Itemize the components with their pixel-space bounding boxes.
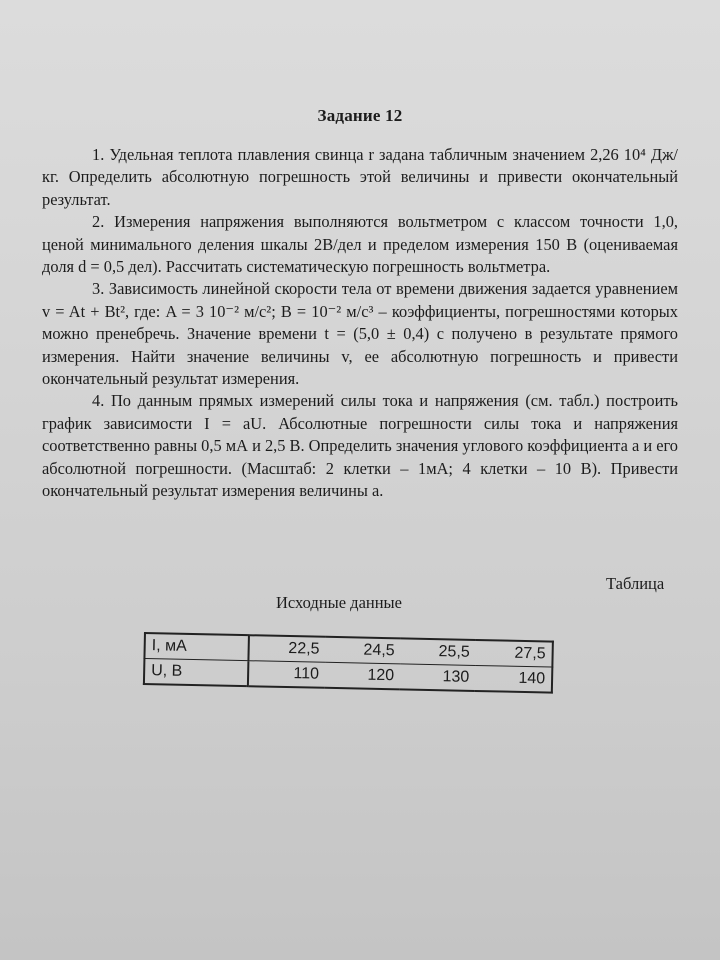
table-cell: 22,5 <box>248 635 325 662</box>
problem-1: 1. Удельная теплота плавления свинца r задана табличным значением 2,26 10⁴ Дж/кг. Определить абсолютную погрешность этой величины и привести окончательный результат. <box>42 145 678 209</box>
source-data-table <box>143 632 554 694</box>
row-header-voltage: U, В <box>144 659 249 687</box>
table-cell: 110 <box>293 665 320 683</box>
table-cell: 27,5 <box>475 640 552 667</box>
table-cell: 130 <box>442 668 470 686</box>
problem-4: 4. По данным прямых измерений силы тока и напряжения (см. табл.) построить график зависимости I = aU. Абсолютные погрешности силы тока и напряжения соответственно равны 0,5 мА и 2,5 В. Определить значения углового коэффициента а и его абсолютной погрешности. (Масштаб: 2 клетки – 1мА; 4 клетки – 10 В). Привести окончательный результат измерения величины а. <box>42 391 678 501</box>
table-cell: 140 <box>518 669 546 688</box>
row-header-current: I, мА <box>144 633 249 661</box>
task-content <box>42 106 678 503</box>
table-cell: 120 <box>367 666 395 685</box>
problem-3: 3. Зависимость линейной скорости тела от времени движения задается уравнением v = At + Bt², где: A = 3 10⁻² м/с²; B = 10⁻² м/с³ – коэффициенты, погрешностями которых можно пренебречь. Значение времени t = (5,0 ± 0,4) с получено в результате прямого измерения. Найти значение величины v, ее абсолютную погрешность и привести окончательный результат измерения. <box>42 279 678 389</box>
task-title: Задание 12 <box>317 106 403 125</box>
table-cell: 25,5 <box>400 638 476 665</box>
table-caption: Исходные данные <box>276 593 402 612</box>
table-label: Таблица <box>606 574 665 593</box>
table-cell: 24,5 <box>325 637 401 664</box>
problem-2: 2. Измерения напряжения выполняются вольтметром с классом точности 1,0, ценой минимального деления шкалы 2В/дел и пределом измерения 150 В (оцениваемая доля d = 0,5 дел). Рассчитать систематическую погрешность вольтметра. <box>42 212 678 277</box>
